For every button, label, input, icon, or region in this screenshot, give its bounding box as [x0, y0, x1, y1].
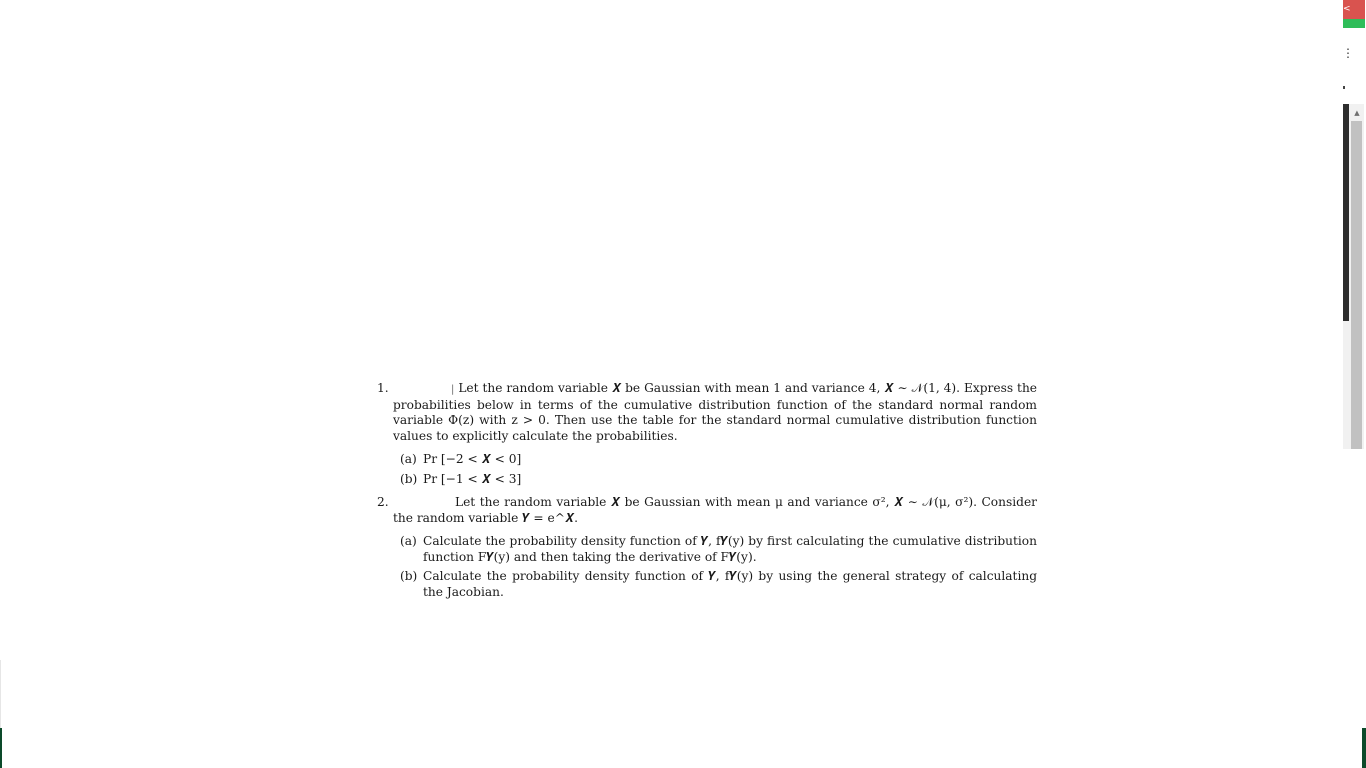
problem-2: [377, 495, 1037, 600]
problem-statement: Let the random variable 𝑿 be Gaussian with mean 1 and variance 4, 𝑿 ∼ 𝒩(1, 4). Express the probabilities below in terms of the cumulative distribution function of the standard normal random variable Φ(z) with z > 0. Then use the table for the standard normal cumulative distribution function values to explicitly calculate the probabilities.: [393, 381, 1038, 443]
subpart-text: Calculate the probability density function of 𝒀, f𝒀(y) by using the general strategy of calculating the Jacobian.: [423, 569, 1037, 599]
subpart-b: [393, 472, 1037, 488]
homework-problems: [377, 381, 1037, 608]
problem-text: [393, 495, 1037, 526]
subparts-list: [393, 534, 1037, 600]
subpart-label: (b): [400, 569, 418, 583]
problem-number: 2.: [377, 495, 389, 509]
problem-statement: Let the random variable 𝑿 be Gaussian with mean μ and variance σ², 𝑿 ∼ 𝒩(μ, σ²). Consider the random variable 𝒀 = e^𝑿.: [393, 495, 1037, 525]
status-indicator: [1343, 19, 1365, 28]
collapse-panel-button[interactable]: <: [1343, 0, 1365, 19]
scroll-up-arrow-icon[interactable]: ▲: [1354, 109, 1360, 117]
subpart-label: (a): [400, 534, 417, 548]
subpart-a: [393, 534, 1037, 565]
vertical-ellipsis-icon[interactable]: ⋮: [1342, 46, 1354, 60]
text-cursor-marker: |: [451, 384, 455, 395]
subpart-label: (a): [400, 452, 417, 466]
subpart-text: Calculate the probability density function of 𝒀, f𝒀(y) by first calculating the cumulative distribution function F𝒀(y) and then taking the derivative of F𝒀(y).: [423, 534, 1037, 564]
subpart-label: (b): [400, 471, 418, 486]
page-left-border: [0, 660, 1, 728]
problem-text: [393, 381, 1037, 444]
bottom-strip: [0, 728, 1366, 768]
subpart-text: Pr [−1 < 𝑿 < 3]: [423, 471, 522, 486]
problem-number: 1.: [377, 381, 389, 395]
bullet-icon: [1343, 86, 1345, 89]
subpart-b: [393, 569, 1037, 600]
subparts-list: [393, 452, 1037, 487]
subpart-a: [393, 452, 1037, 468]
problem-1: [377, 381, 1037, 487]
bottom-left-accent: [0, 728, 2, 768]
subpart-text: Pr [−2 < 𝑿 < 0]: [423, 452, 522, 466]
scrollbar-thumb[interactable]: [1351, 121, 1362, 449]
bottom-right-accent: [1362, 728, 1366, 768]
scrollbar-edge: [1343, 104, 1349, 321]
